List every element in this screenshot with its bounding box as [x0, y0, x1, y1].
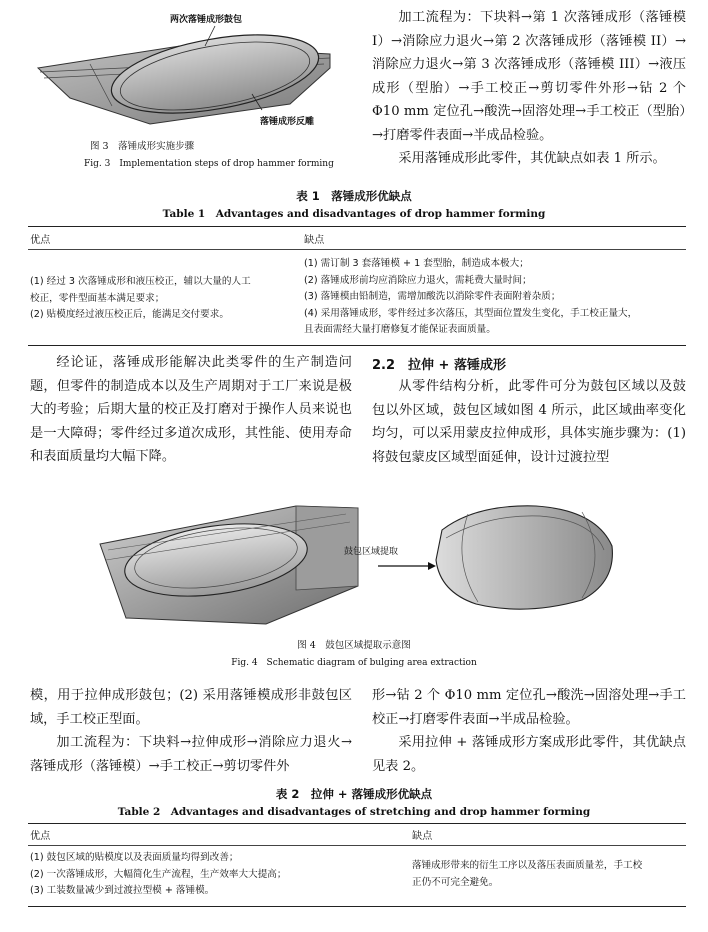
section-2-2-paragraph: 从零件结构分析，此零件可分为鼓包区域以及鼓包以外区域，鼓包区域如图 4 所示，此区域曲率变化均匀，可以采用蒙皮拉伸成形，具体实施步骤为：(1) 将鼓包蒙皮区域型面延伸，设计过渡拉型 — [372, 379, 686, 465]
table2-header-rule — [28, 845, 686, 846]
table1-adv-line: (1) 经过 3 次落锤成形和液压校正，辅以大量的人工 — [30, 276, 251, 287]
argument-paragraph: 经论证，落锤成形能解决此类零件的生产制造问题，但零件的制造成本以及生产周期对于工厂来说是极大的考验；后期大量的校正及打磨对于操作人员来说也是一大障碍；零件经过多道次成形，其性能、使用寿命和表面质量均大幅下降。 — [30, 355, 352, 464]
fig4-caption-cn: 图 4 鼓包区域提取示意图 — [297, 640, 411, 651]
table1-title-cn: 表 1 落锤成形优缺点 — [296, 189, 412, 203]
table1-adv-cell — [30, 274, 298, 324]
process-paragraph-3: 加工流程为：下块料→拉伸成形→消除应力退火→落锤成形（落锤模）→手工校正→剪切零件外 — [30, 735, 352, 774]
table2-adv-line: (2) 一次落锤成形，大幅简化生产流程，生产效率大大提高； — [30, 868, 287, 880]
table2-reference: 采用拉伸 + 落锤成形方案成形此零件，其优缺点见表 2。 — [372, 735, 686, 774]
bottom-right-text — [372, 684, 686, 778]
table1-top-rule — [28, 226, 686, 227]
fig3-caption-en: Fig. 3 Implementation steps of drop hammer forming — [84, 159, 334, 169]
top-right-text — [372, 6, 686, 171]
table2-top-rule — [28, 823, 686, 824]
figure-3 — [30, 6, 340, 146]
table2-title-en: Table 2 Advantages and disadvantages of stretching and drop hammer forming — [117, 806, 591, 818]
fig3-caption-cn: 图 3 落锤成形实施步骤 — [90, 141, 195, 152]
fig3-label-right: 落锤成形反雕 — [260, 117, 315, 127]
process-paragraph-1: 加工流程为：下块料→第 1 次落锤成形（落锤模 I）→消除应力退火→第 2 次落锤成形（落锤模 II）→消除应力退火→第 3 次落锤成形（落锤模 III）→液压成形（型胎）→手工校正→剪切零件外形→钻 2 个 Φ10 mm 定位孔→酸洗→固溶处理→手工校正（型胎）→打磨零件表面→半成品检验。 — [372, 10, 686, 143]
table1-dis-line: 且表面需经大量打磨修复才能保证表面质量。 — [304, 324, 496, 335]
table1-dis-line: (3) 落锤模由铅制造，需增加酸洗以消除零件表面附着杂质； — [304, 291, 561, 302]
table1-col-adv: 优点 — [30, 235, 51, 246]
table1-header-rule — [28, 249, 686, 250]
table1-title-en: Table 1 Advantages and disadvantages of drop hammer forming — [162, 208, 546, 220]
bottom-left-text — [30, 684, 352, 778]
table2-adv-cell — [30, 850, 400, 900]
table2-col-dis: 缺点 — [412, 831, 433, 842]
table2-bottom-rule — [28, 906, 686, 907]
figure-4-drawing — [96, 500, 626, 630]
table2-adv-line: (3) 工装数量减少到过渡拉型模 + 落锤模。 — [30, 885, 215, 896]
table1-dis-line: (1) 需订制 3 套落锤模 + 1 套型胎，制造成本极大； — [304, 258, 529, 269]
figure-4 — [96, 500, 626, 630]
table1-bottom-rule — [28, 345, 686, 346]
table1-dis-line: (2) 落锤成形前均应消除应力退火，需耗费大量时间； — [304, 274, 532, 286]
table1-dis-line: (4) 采用落锤成形，零件经过多次落压，其型面位置发生变化，手工校正量大， — [304, 307, 638, 319]
table2-dis-cell — [412, 858, 686, 891]
process-paragraph-2: 采用落锤成形此零件，其优缺点如表 1 所示。 — [398, 151, 666, 166]
table1-adv-line: 校正，零件型面基本满足要求； — [30, 292, 165, 304]
table2-title-cn: 表 2 拉伸 + 落锤成形优缺点 — [275, 787, 433, 801]
table1-adv-line: (2) 贴模度经过液压校正后，能满足交付要求。 — [30, 309, 229, 320]
section-2-2-heading: 2.2 拉伸 + 落锤成形 — [372, 358, 506, 373]
fig4-arrow-label: 鼓包区域提取 — [344, 547, 399, 557]
table1-dis-cell — [304, 256, 686, 339]
table1-col-dis: 缺点 — [304, 235, 325, 246]
table2-adv-line: (1) 鼓包区域的贴模度以及表面质量均得到改善； — [30, 852, 239, 863]
process-continuation: 形→钻 2 个 Φ10 mm 定位孔→酸洗→固溶处理→手工校正→打磨零件表面→半成品检验。 — [372, 688, 686, 727]
fig3-label-top: 两次落锤成形鼓包 — [170, 15, 243, 25]
table2-dis-line: 正仍不可完全避免。 — [412, 876, 499, 888]
table2-col-adv: 优点 — [30, 831, 51, 842]
steps-continuation: 模，用于拉伸成形鼓包；(2) 采用落锤模成形非鼓包区域，手工校正型面。 — [30, 688, 352, 727]
fig4-caption-en: Fig. 4 Schematic diagram of bulging area extraction — [231, 658, 477, 668]
table2-dis-line: 落锤成形带来的衍生工序以及落压表面质量差，手工校 — [412, 860, 643, 871]
